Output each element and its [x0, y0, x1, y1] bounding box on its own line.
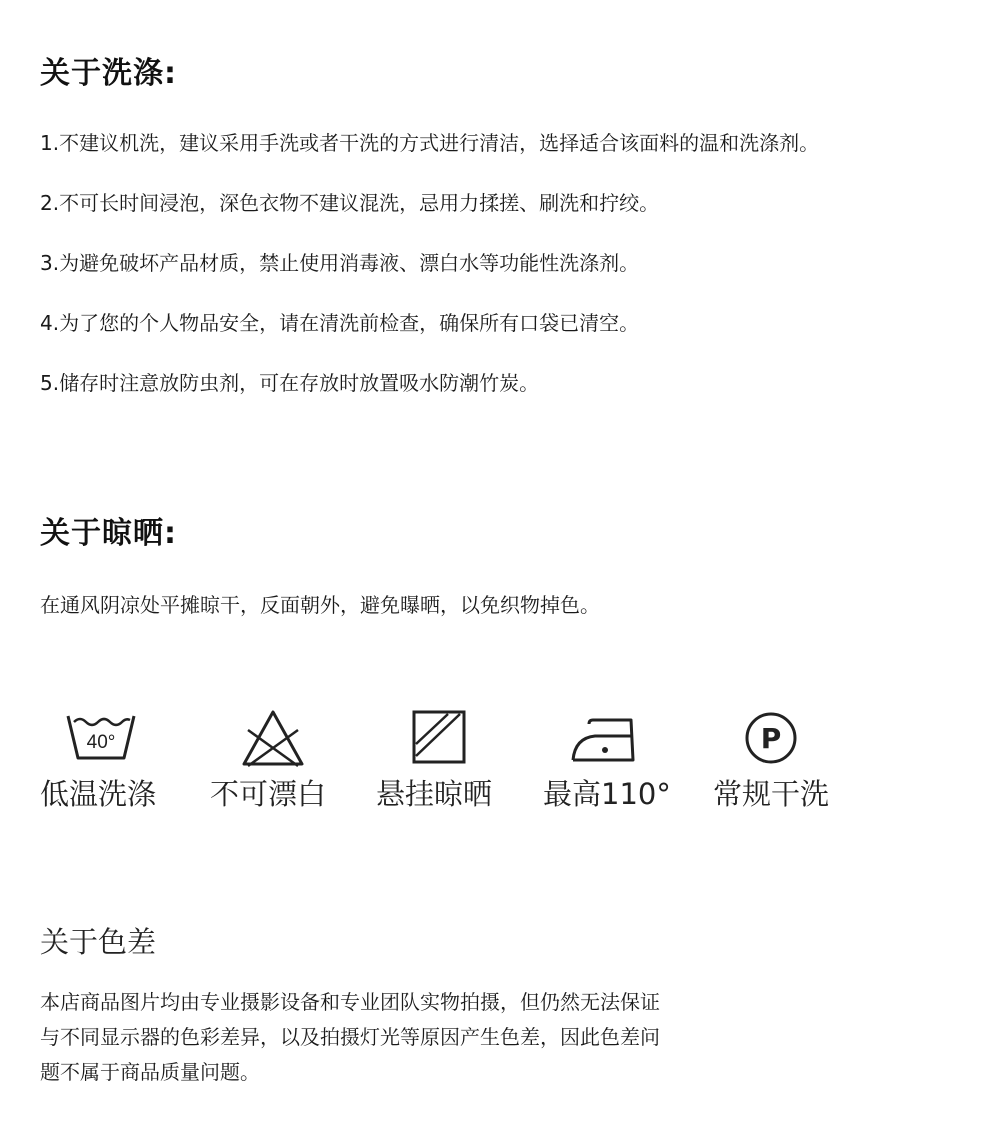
washing-item: 5.储存时注意放防虫剂，可在存放时放置吸水防潮竹炭。	[40, 371, 540, 395]
drying-text: 在通风阴凉处平摊晾干，反面朝外，避免曝晒，以免织物掉色。	[40, 593, 600, 617]
care-item-no-bleach	[210, 706, 370, 826]
dry-clean-letter: P	[760, 722, 782, 755]
washing-item: 4.为了您的个人物品安全，请在清洗前检查，确保所有口袋已清空。	[40, 311, 640, 335]
washing-title: 关于洗涤:	[40, 56, 177, 91]
care-label-iron: 最高110°	[543, 777, 671, 811]
washing-item: 2.不可长时间浸泡，深色衣物不建议混洗，忌用力揉搓、刷洗和拧绞。	[40, 191, 660, 215]
color-note-text	[40, 985, 800, 1090]
color-note-line: 本店商品图片均由专业摄影设备和专业团队实物拍摄，但仍然无法保证	[40, 990, 660, 1014]
dry-clean-p-icon	[736, 708, 806, 768]
care-label-line-dry: 悬挂晾晒	[376, 777, 493, 811]
no-bleach-icon	[238, 708, 308, 768]
drying-title: 关于晾晒:	[40, 516, 177, 551]
wash-temp: 40°	[86, 732, 116, 753]
color-note-title: 关于色差	[40, 925, 157, 959]
care-label-wash: 低温洗涤	[40, 777, 157, 811]
care-symbols	[40, 706, 940, 826]
care-item-line-dry	[376, 706, 536, 826]
washing-list	[40, 128, 819, 428]
care-item-iron	[543, 706, 703, 826]
washing-item: 1.不建议机洗，建议采用手洗或者干洗的方式进行清洁，选择适合该面料的温和洗涤剂。	[40, 131, 820, 155]
iron-icon	[567, 708, 637, 768]
care-label-no-bleach: 不可漂白	[210, 777, 327, 811]
color-note-line: 题不属于商品质量问题。	[40, 1060, 260, 1084]
line-dry-icon	[404, 708, 474, 768]
care-item-dry-clean	[713, 706, 873, 826]
washing-item: 3.为避免破坏产品材质，禁止使用消毒液、漂白水等功能性洗涤剂。	[40, 251, 640, 275]
color-note-line: 与不同显示器的色彩差异，以及拍摄灯光等原因产生色差，因此色差问	[40, 1025, 660, 1049]
wash-40-icon	[66, 708, 136, 768]
care-label-dry-clean: 常规干洗	[713, 777, 830, 811]
care-item-wash	[40, 706, 200, 826]
